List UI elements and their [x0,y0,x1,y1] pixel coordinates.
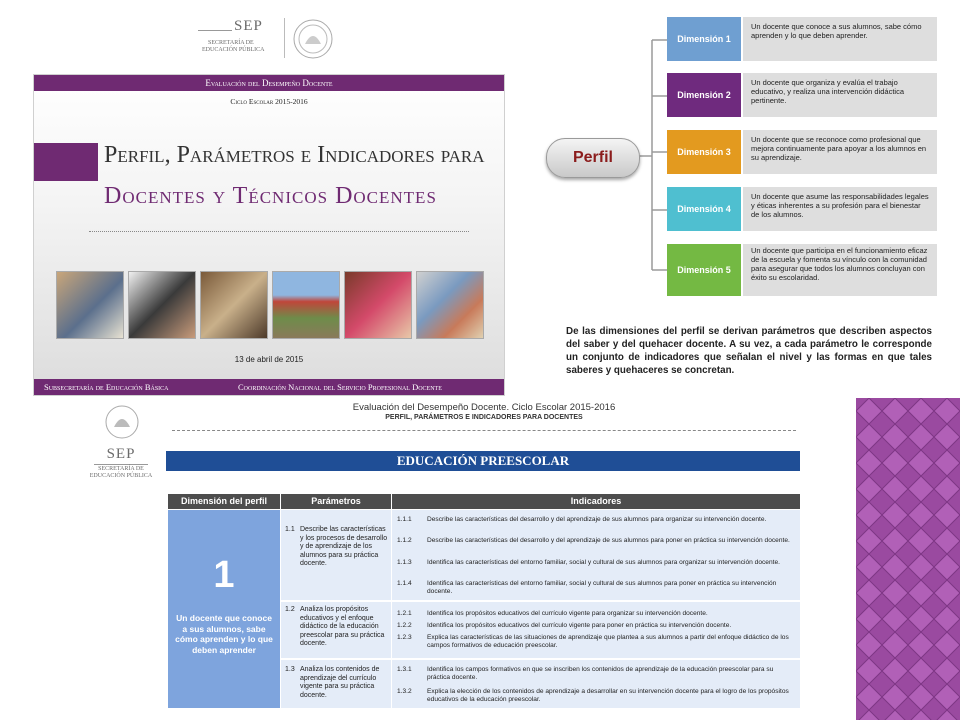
diamond-pattern [856,398,960,720]
logo-divider [94,464,148,465]
parameter-number: 1.3 [285,666,295,673]
dimensions-paragraph: De las dimensiones del perfil se derivan parámetros que describen aspectos del saber y del quehacer docente. A su vez, a cada parámetro le corresponde un conjunto de indicadores que señalan el nivel y las formas en que tales saberes y quehaceres se concretan. [566,326,932,376]
table-header-2: PERFIL, PARÁMETROS E INDICADORES PARA DOCENTES [385,414,583,421]
dimension-5-description: Un docente que participa en el funcionamiento eficaz de la escuela y fomenta su vínculo con la comunidad para asegurar que todos los alumnos concluyan con éxito su escolaridad. [743,244,937,296]
photo-child-writing [56,271,124,339]
cover-date: 13 de abril de 2015 [234,355,304,364]
dimension-2-description: Un docente que organiza y evalúa el trabajo educativo, y realiza una intervención didáctica pertinente. [743,73,937,117]
cover-title-line-1: Perfil, Parámetros e Indicadores para [104,142,485,168]
dimension-1-description: Un docente que conoce a sus alumnos, sabe cómo aprenden y lo que deben aprender. [743,17,937,61]
indicator-text: Identifica los propósitos educativos del currículo vigente para organizar su intervención docente. [427,610,708,617]
parameter-number: 1.1 [285,526,295,533]
cover-accent-block [34,143,98,181]
sep-logo-word: SEP [234,18,263,34]
logo-separator [284,18,285,58]
indicator-text: Identifica los propósitos educativos del currículo vigente para poner en práctica su intervención docente. [427,622,732,629]
dimension-2-box: Dimensión 2 [667,73,741,117]
indicators-cell [392,602,800,658]
indicator-number: 1.3.1 [397,666,412,673]
cover-dotted-rule [89,231,469,232]
dimension-4-description: Un docente que asume las responsabilidades legales y éticas inherentes a su profesión para el bienestar de los alumnos. [743,187,937,231]
indicators-cell [392,510,800,600]
parameter-cell [281,660,391,708]
cover-bottom-right: Coordinación Nacional del Servicio Profesional Docente [238,382,442,392]
indicator-number: 1.3.2 [397,688,412,695]
column-header-indicators: Indicadores [392,494,800,509]
indicator-number: 1.2.3 [397,634,412,641]
dimension-4-box: Dimensión 4 [667,187,741,231]
indicator-number: 1.2.1 [397,610,412,617]
photo-school-building [272,271,340,339]
indicator-text: Describe las características del desarrollo y del aprendizaje de sus alumnos para organizar su intervención docente. [427,516,767,523]
eagle-seal-icon [104,404,140,440]
indicator-text: Describe las características del desarrollo y del aprendizaje de sus alumnos para poner en práctica su intervención docente. [427,537,790,544]
dimension-cell [168,510,280,708]
dimension-3-description: Un docente que se reconoce como profesional que mejora continuamente para apoyar a los alumnos en su aprendizaje. [743,130,937,174]
cover-top-bar: Evaluación del Desempeño Docente [34,75,504,91]
cover-bottom-left: Subsecretaría de Educación Básica [44,382,169,392]
cover-title-line-2: Docentes y Técnicos Docentes [104,183,437,209]
table-sep-subtitle-2: EDUCACIÓN PÚBLICA [89,473,153,479]
indicator-text: Explica las características de las situaciones de aprendizaje que plantea a sus alumnos a partir del enfoque didáctico de los campos formativos de educación preescolar. [427,634,789,650]
indicator-text: Identifica las características del entorno familiar, social y cultural de sus alumnos para organizar su intervención docente. [427,559,780,566]
decorative-panel [856,398,960,720]
sep-logo-subtitle-1: SECRETARÍA DE [208,40,254,46]
indicator-text: Explica la elección de los contenidos de aprendizaje a desarrollar en su intervención docente para el logro de los propósitos educativos de la educación preescolar. [427,688,789,704]
dimension-text: Un docente que conoce a sus alumnos, sabe cómo aprenden y lo que deben aprender [175,613,273,655]
cover-bottom-bar [34,379,504,395]
parameter-cell [281,602,391,658]
column-header-dimension: Dimensión del perfil [168,494,280,509]
parameter-text: Analiza los contenidos de aprendizaje del currículo vigente para su práctica docente. [300,666,380,699]
level-banner: EDUCACIÓN PREESCOLAR [166,451,800,471]
eagle-seal-icon [292,18,334,60]
indicator-text: Identifica las características del entorno familiar, social y cultural de sus alumnos para poner en práctica su intervención docente. [427,580,777,596]
indicator-number: 1.1.1 [397,516,412,523]
logo-divider [198,30,232,31]
parameter-text: Describe las características y los procesos de desarrollo y de aprendizaje de los alumnos para su práctica docente. [300,526,388,567]
indicator-number: 1.1.4 [397,580,412,587]
sep-logo-subtitle-2: EDUCACIÓN PÚBLICA [202,47,265,53]
parameter-number: 1.2 [285,606,295,613]
indicator-number: 1.2.2 [397,622,412,629]
indicator-text: Identifica los campos formativos en que se inscriben los contenidos de aprendizaje de la educación preescolar para su práctica docente. [427,666,774,682]
photo-girl-reading [344,271,412,339]
cover-cycle: Ciclo Escolar 2015-2016 [230,97,308,106]
dimension-number: 1 [213,554,235,596]
indicator-number: 1.1.2 [397,537,412,544]
table-header-1: Evaluación del Desempeño Docente. Ciclo Escolar 2015-2016 [352,402,616,413]
indicator-number: 1.1.3 [397,559,412,566]
table-sep-subtitle-1: SECRETARÍA DE [98,466,144,472]
table-sep-word: SEP [106,446,136,462]
dimension-1-box: Dimensión 1 [667,17,741,61]
dimension-5-box: Dimensión 5 [667,244,741,296]
indicators-cell [392,660,800,708]
sep-logo [196,18,346,62]
table-sep-logo [88,446,154,480]
table-dashed-rule [172,430,796,431]
parameter-text: Analiza los propósitos educativos y el enfoque didáctico de la educación preescolar para su práctica docente. [300,606,385,647]
perfil-label: Perfil [546,138,640,178]
photo-students-group [128,271,196,339]
column-header-parameters: Parámetros [281,494,391,509]
photo-children-class [416,271,484,339]
dimension-3-box: Dimensión 3 [667,130,741,174]
photo-classroom [200,271,268,339]
parameter-cell [281,510,391,600]
cover-slide [33,74,505,396]
